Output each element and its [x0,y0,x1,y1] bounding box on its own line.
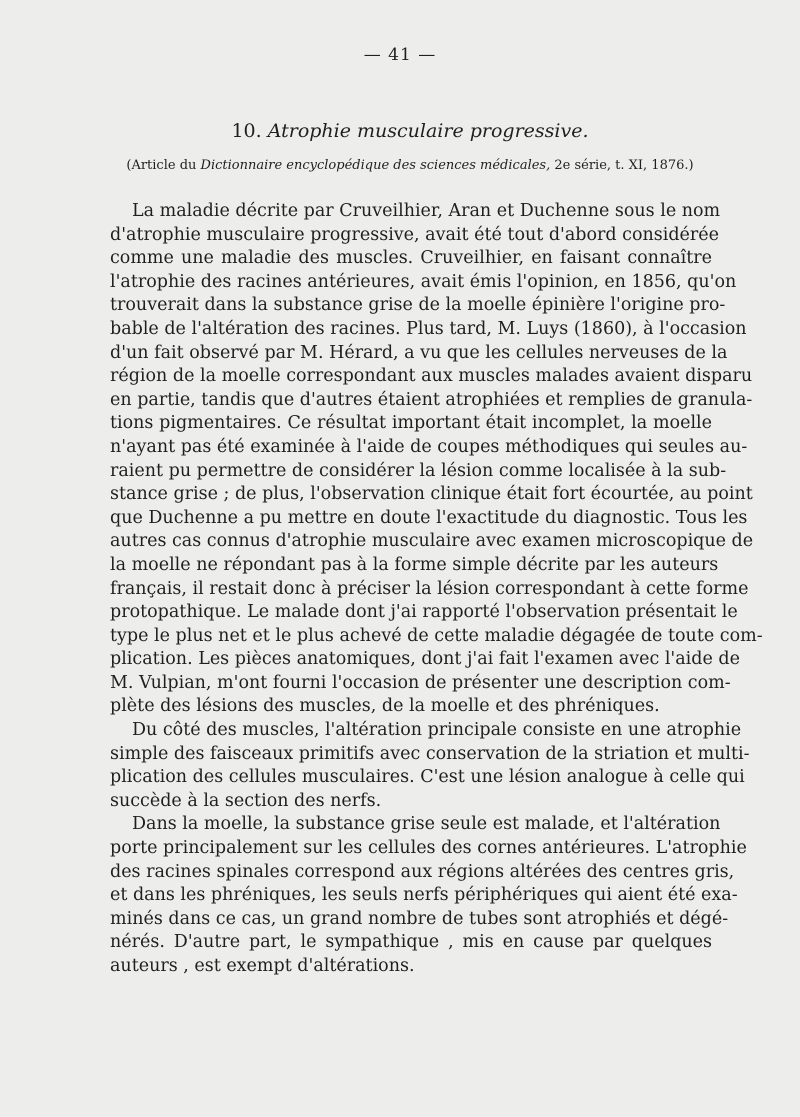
text-line: d'atrophie musculaire progressive, avait été tout d'abord considérée [110,224,719,245]
source-suffix: 2e série, t. XI, 1876.) [554,158,694,173]
text-line: plication. Les pièces anatomiques, dont j'ai fait l'examen avec l'aide de [110,649,740,670]
text-line: La maladie décrite par Cruveilhier, Aran et Duchenne sous le nom [132,201,721,221]
text-line: type le plus net et le plus achevé de cette maladie dégagée de toute com- [110,625,763,646]
text-line: succède à la section des nerfs. [110,790,382,811]
text-line: raient pu permettre de considérer la lésion comme localisée à la sub- [110,460,727,481]
paragraph [110,813,747,978]
source-citation [110,158,710,173]
text-line: stance grise ; de plus, l'observation clinique était fort écourtée, au point [110,484,753,505]
text-line: l'atrophie des racines antérieures, avait émis l'opinion, en 1856, qu'on [110,271,737,292]
text-line: que Duchenne a pu mettre en doute l'exactitude du diagnostic. Tous les [110,507,748,528]
paragraph [110,200,763,719]
text-line: la moelle ne répondant pas à la forme simple décrite par les auteurs [110,554,719,575]
article-body [110,200,763,979]
text-line: plication des cellules musculaires. C'est une lésion analogue à celle qui [110,767,745,788]
text-line: nérés. D'autre part, le sympathique , mis en cause par quelques [110,932,712,953]
text-line: M. Vulpian, m'ont fourni l'occasion de présenter une description com- [110,672,731,693]
text-line: en partie, tandis que d'autres étaient atrophiées et remplies de granula- [110,389,753,410]
text-line: Du côté des muscles, l'altération principale consiste en une atrophie [132,720,742,741]
text-line: minés dans ce cas, un grand nombre de tubes sont atrophiés et dégé- [110,908,729,929]
text-line: comme une maladie des muscles. Cruveilhier, en faisant connaître [110,248,712,269]
text-line: français, il restait donc à préciser la lésion correspondant à cette forme [110,578,749,599]
text-line: simple des faisceaux primitifs avec conservation de la striation et multi- [110,743,750,764]
section-title: Atrophie musculaire progressive. [267,120,589,142]
text-line: d'un fait observé par M. Hérard, a vu que les cellules nerveuses de la [110,342,728,363]
text-line: Dans la moelle, la substance grise seule est malade, et l'altération [132,814,721,835]
section-heading [110,120,710,142]
text-line: protopathique. Le malade dont j'ai rapporté l'observation présentait le [110,602,738,623]
text-line: n'ayant pas été examinée à l'aide de coupes méthodiques qui seules au- [110,436,748,457]
section-number: 10. [231,120,262,142]
text-line: porte principalement sur les cellules des cornes antérieures. L'atrophie [110,838,747,859]
page-number: — 41 — [363,45,437,65]
text-line: auteurs , est exempt d'altérations. [110,956,415,976]
text-line: bable de l'altération des racines. Plus tard, M. Luys (1860), à l'occasion [110,318,747,339]
text-line: tions pigmentaires. Ce résultat important était incomplet, la moelle [110,413,712,434]
text-line: des racines spinales correspond aux régions altérées des centres gris, [110,861,735,882]
text-line: trouverait dans la substance grise de la moelle épinière l'origine pro- [110,295,726,316]
text-line: autres cas connus d'atrophie musculaire avec examen microscopique de [110,531,754,552]
text-line: région de la moelle correspondant aux muscles malades avaient disparu [110,366,753,387]
paragraph [110,719,750,813]
text-line: et dans les phréniques, les seuls nerfs périphériques qui aient été exa- [110,885,738,906]
source-work: Dictionnaire encyclopédique des sciences médicales, [200,158,551,173]
source-prefix: (Article du [126,158,197,173]
text-line: plète des lésions des muscles, de la moelle et des phréniques. [110,696,660,717]
